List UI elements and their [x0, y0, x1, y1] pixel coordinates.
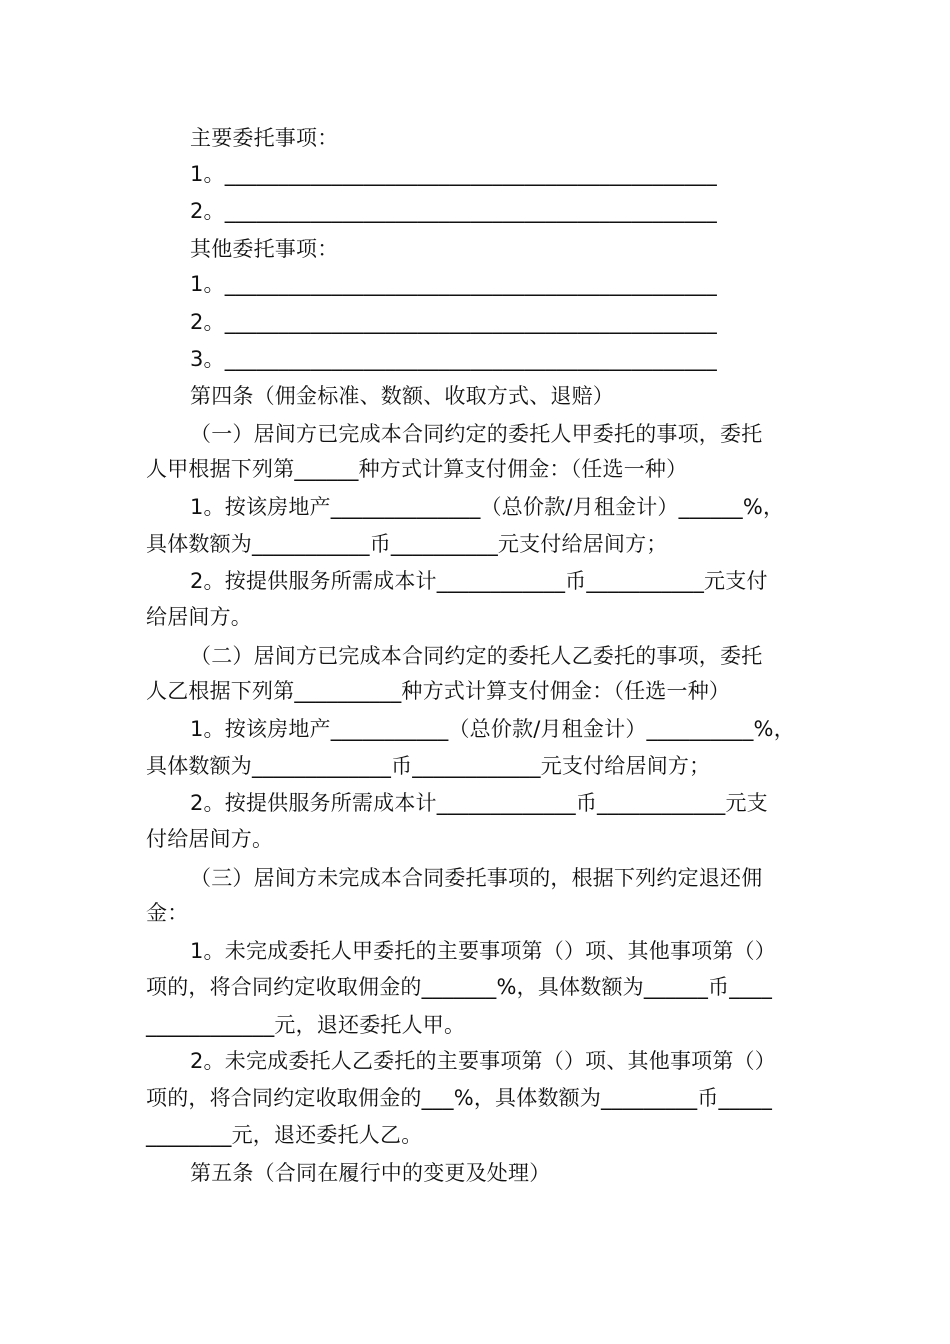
paragraph-line: 人甲根据下列第______种方式计算支付佣金：（任选一种）: [146, 457, 688, 481]
paragraph-line: 项的，将合同约定收取佣金的_______%，具体数额为______币____: [146, 975, 773, 999]
paragraph-line: 1。按该房地产___________（总价款/月租金计）__________%，: [190, 717, 795, 741]
other-item-1-line: 1。______________________________________________: [190, 272, 717, 296]
paragraph-line: ____________元，退还委托人甲。: [146, 1013, 466, 1037]
article-4-heading: 第四条（佣金标准、数额、收取方式、退赔）: [190, 384, 614, 408]
paragraph-line: 给居间方。: [146, 605, 252, 629]
paragraph-line: 金：: [146, 901, 189, 925]
other-item-2-line: 2。______________________________________________: [190, 310, 717, 334]
paragraph-line: 人乙根据下列第__________种方式计算支付佣金：（任选一种）: [146, 679, 731, 703]
main-item-1-line: 1。______________________________________________: [190, 162, 717, 186]
paragraph-line: 1。按该房地产______________（总价款/月租金计）______%，: [190, 495, 785, 519]
paragraph-line: 1。未完成委托人甲委托的主要事项第（）项、其他事项第（）: [190, 939, 776, 963]
paragraph-line: （二）居间方已完成本合同约定的委托人乙委托的事项，委托: [190, 644, 763, 668]
paragraph-line: ________元，退还委托人乙。: [146, 1123, 423, 1147]
paragraph-line: （三）居间方未完成本合同委托事项的，根据下列约定退还佣: [190, 866, 763, 890]
main-item-2-line: 2。______________________________________________: [190, 199, 717, 223]
paragraph-line: 2。按提供服务所需成本计____________币___________元支付: [190, 569, 768, 593]
paragraph-line: 具体数额为___________币__________元支付给居间方；: [146, 532, 668, 556]
paragraph-line: 付给居间方。: [146, 827, 274, 851]
heading-other-items: 其他委托事项：: [190, 237, 339, 261]
paragraph-line: （一）居间方已完成本合同约定的委托人甲委托的事项，委托: [190, 422, 763, 446]
paragraph-line: 具体数额为_____________币____________元支付给居间方；: [146, 754, 711, 778]
article-5-heading: 第五条（合同在履行中的变更及处理）: [190, 1161, 551, 1185]
paragraph-line: 2。按提供服务所需成本计_____________币____________元支: [190, 791, 768, 815]
paragraph-line: 2。未完成委托人乙委托的主要事项第（）项、其他事项第（）: [190, 1049, 776, 1073]
other-item-3-line: 3。______________________________________________: [190, 347, 717, 371]
paragraph-line: 项的，将合同约定收取佣金的___%，具体数额为_________币_____: [146, 1086, 773, 1110]
heading-main-items: 主要委托事项：: [190, 126, 339, 150]
